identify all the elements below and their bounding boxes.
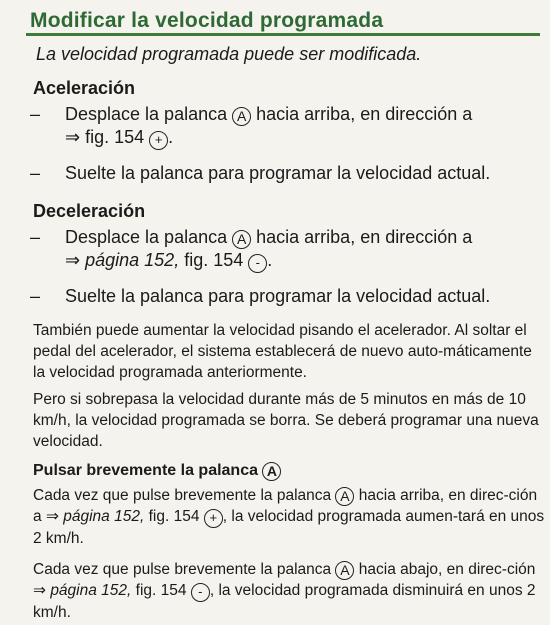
dash-bullet: – <box>30 163 41 183</box>
plus-symbol-icon: + <box>204 509 223 528</box>
paragraph-accelerator: También puede aumentar la velocidad pisando el acelerador. Al soltar el pedal del acelerador, el sistema establecerá de nuevo auto-máticamente la velocidad programada anteriormente. <box>33 322 532 381</box>
deceleration-heading: Deceleración <box>33 201 146 221</box>
item-text: Cada vez que pulse brevemente la palanca <box>33 487 332 504</box>
arrow-icon: ⇒ <box>45 508 59 525</box>
brief-press-heading <box>33 462 540 481</box>
item-text: , la velocidad programada disminuirá en unos 2 km/h. <box>33 582 536 621</box>
acceleration-steps <box>13 103 540 185</box>
lever-a-symbol-icon: A <box>335 561 354 580</box>
step-text: hacia arriba, en dirección a <box>256 104 473 124</box>
punctuation: . <box>267 250 273 270</box>
arrow-icon: ⇒ <box>65 127 81 147</box>
page-reference: página 152, <box>63 508 145 525</box>
step-text: hacia arriba, en dirección a <box>256 227 473 247</box>
brief-item-up <box>33 485 548 549</box>
list-item <box>13 285 540 308</box>
figure-reference: fig. 154 <box>135 582 187 599</box>
intro-text: La velocidad programada puede ser modificada. <box>36 44 422 64</box>
step-text: Suelte la palanca para programar la velocidad actual. <box>65 163 491 183</box>
dash-bullet: – <box>30 227 41 247</box>
item-text: hacia abajo, en direc-ción <box>358 561 536 578</box>
figure-reference: fig. 154 <box>184 250 244 270</box>
arrow-icon: ⇒ <box>65 250 81 270</box>
list-item <box>13 226 540 273</box>
brief-press-items <box>13 485 545 623</box>
lever-a-symbol-icon: A <box>335 487 354 506</box>
item-text: , la velocidad programada aumen-tará en unos 2 km/h. <box>33 508 545 547</box>
arrow-icon: ⇒ <box>33 582 46 599</box>
minus-symbol-icon: - <box>248 254 267 273</box>
item-text: Cada vez que pulse brevemente la palanca <box>33 561 332 578</box>
page-reference: página 152, <box>50 582 132 599</box>
heading-text: Pulsar brevemente la palanca <box>33 462 258 479</box>
section-title-bar <box>26 5 540 36</box>
section-title: Modificar la velocidad programada <box>30 9 384 32</box>
figure-reference: fig. 154 <box>85 127 145 147</box>
list-item <box>13 103 540 150</box>
brief-item-down <box>33 559 548 623</box>
punctuation: . <box>168 127 174 147</box>
lever-a-symbol-icon: A <box>232 230 251 249</box>
step-text: Desplace la palanca <box>65 227 228 247</box>
page-reference: página 152, <box>85 250 180 270</box>
plus-symbol-icon: + <box>149 131 168 150</box>
lever-a-symbol-icon: A <box>232 107 251 126</box>
deceleration-steps <box>13 226 540 308</box>
acceleration-heading: Aceleración <box>33 78 136 98</box>
dash-bullet: – <box>30 104 41 124</box>
minus-symbol-icon: - <box>191 583 210 602</box>
step-text: Suelte la palanca para programar la velocidad actual. <box>65 286 491 306</box>
item-text: hacia arriba, en direc-ción a <box>33 487 538 525</box>
paragraph-exceed-speed: Pero si sobrepasa la velocidad durante más de 5 minutos en más de 10 km/h, la velocidad programada se borra. Se deberá programar una nueva velocidad. <box>33 391 539 450</box>
step-text: Desplace la palanca <box>65 104 228 124</box>
lever-a-symbol-icon: A <box>262 462 281 481</box>
list-item <box>13 162 540 185</box>
figure-reference: fig. 154 <box>148 508 200 525</box>
manual-page <box>0 5 550 623</box>
dash-bullet: – <box>30 286 41 306</box>
